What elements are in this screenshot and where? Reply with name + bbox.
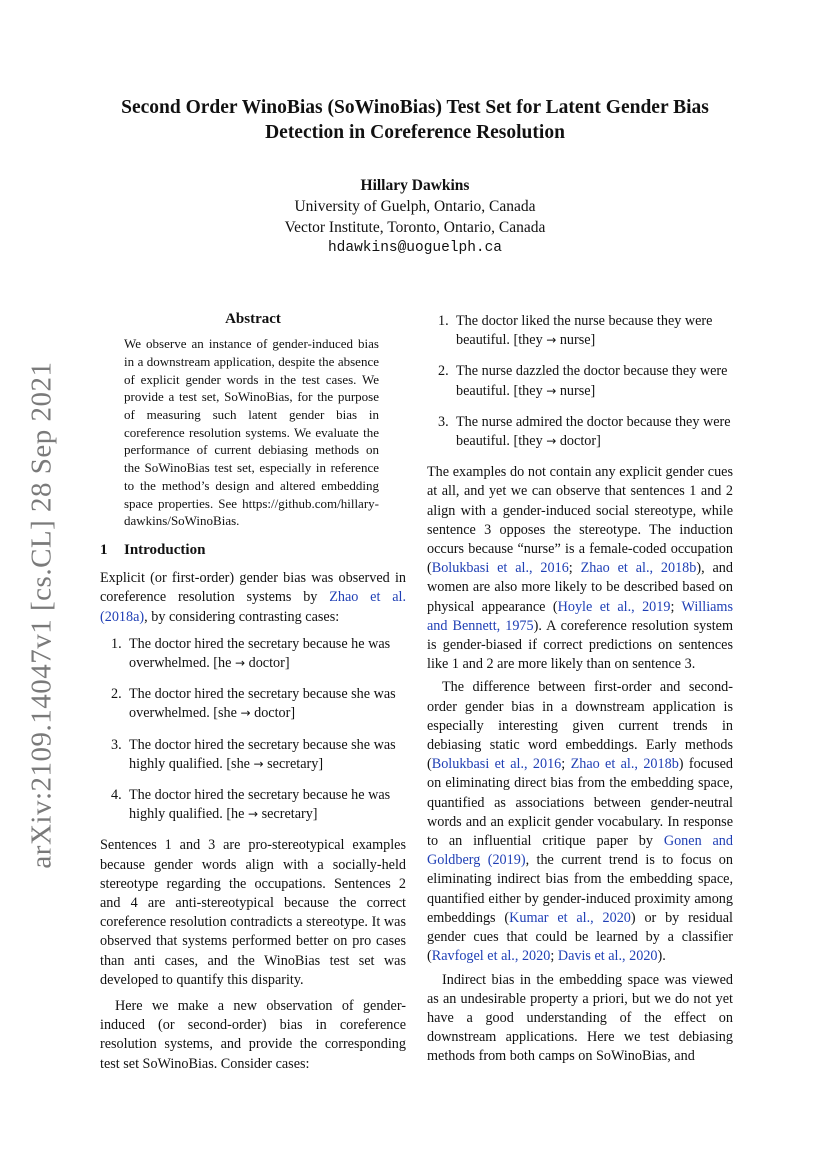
text-run: The difference between first-order and second-order gender bias in a downstream application is especially interesting given current trends in debiasing static word embeddings. Early methods ( [427,679,733,773]
citation-link[interactable]: Williams and Bennett, 1975 [427,598,733,634]
case-text: The nurse dazzled the doctor because they were beautiful. [they [456,363,728,399]
citation-link[interactable]: Kumar et al., 2020 [509,909,631,926]
case-number: 4. [111,786,122,803]
citation-link[interactable]: Gonen and Goldberg (2019) [427,833,733,869]
right-paragraph-1 [427,463,733,674]
arrow-symbol: → [248,807,259,822]
case-number: 1. [111,635,122,652]
arrow-symbol: → [240,706,251,721]
title-line-1: Second Order WinoBias (SoWinoBias) Test Set for Latent Gender Bias [121,97,709,118]
case-number: 2. [111,686,122,703]
intro-paragraph-3: Here we make a new observation of gender-induced (or second-order) bias in coreference resolution systems, and provide the corresponding test set SoWinoBias. Consider cases: [100,998,406,1072]
case-number: 3. [438,413,449,430]
citation-link[interactable]: Zhao et al. (2018a) [100,589,406,625]
case-text: The doctor liked the nurse because they were beautiful. [they [456,313,713,349]
arrow-symbol: → [546,434,557,449]
text-run: ; [550,948,558,965]
case-text: The doctor hired the secretary because he was highly qualified. [he [129,786,391,823]
case-answer: secretary] [258,806,318,823]
text-run: ). A coreference resolution system is gender-biased if correct predictions on sentences like 1 and 2 are more likely than on sentence 3. [427,617,733,673]
author-name: Hillary Dawkins [360,177,470,194]
case-answer: nurse] [556,382,596,399]
paper-title [100,95,730,145]
text-run: ) focused on eliminating direct bias from the embedding space, quantified as associations between gender-neutral words and an explicit gender vocabulary. In response to an influential critique paper by [427,756,733,850]
case-answer: doctor] [250,705,296,722]
case-item [100,685,406,723]
title-line-2: Detection in Coreference Resolution [265,122,565,143]
citation-link[interactable]: Bolukbasi et al., 2016 [431,560,569,577]
author-affiliation-2: Vector Institute, Toronto, Ontario, Canada [284,219,546,236]
case-item [100,635,406,673]
case-item [100,786,406,824]
case-number: 1. [438,313,449,329]
intro-paragraph-1 [100,569,406,627]
case-answer: secretary] [263,755,324,772]
case-item [100,736,406,774]
second-order-case-list [427,312,733,451]
right-column [427,312,733,1067]
citation-link[interactable]: Davis et al., 2020 [557,948,658,965]
case-text: The doctor hired the secretary because she was highly qualified. [she [129,736,396,772]
case-item [427,413,733,451]
abstract-text: We observe an instance of gender-induced bias in a downstream application, despite the absence of explicit gender words in the test cases. We provide a test set, SoWinoBias, for the purpose of measuring such latent gender bias in coreference resolution systems. We evaluate the performance of current debiasing methods on the SoWinoBias test set, especially in reference to the method’s design and altered embedding space properties. See https://github.com/hillary-dawkins/SoWinoBias. [124,336,379,529]
arrow-symbol: → [546,383,557,398]
arxiv-side-stamp [12,361,72,869]
citation-link[interactable]: Ravfogel et al., 2020 [431,948,551,965]
case-number: 3. [111,736,122,753]
text-run: ) or by residual gender cues that could be learned by a classifier ( [427,909,733,965]
author-block [100,175,730,259]
text-run: , the current trend is to focus on eliminating indirect bias from the embedding space, quantified either by gender-induced proximity among embeddings ( [427,852,733,926]
text-run: ; [568,560,581,577]
left-column [100,310,406,1074]
section-number: 1 [100,541,108,558]
case-item [427,362,733,400]
first-order-case-list [100,635,406,825]
author-affiliation-1: University of Guelph, Ontario, Canada [294,198,536,215]
text-run: Explicit (or first-order) gender bias was observed in coreference resolution systems by [100,570,406,606]
citation-link[interactable]: Hoyle et al., 2019 [557,598,671,615]
author-email: hdawkins@uoguelph.ca [327,240,503,256]
text-run: ). [657,948,666,965]
right-paragraph-3: Indirect bias in the embedding space was viewed as an undesirable property a priori, but we do not yet have a good understanding of the effect on downstream applications. Here we test debiasing methods from both camps on SoWinoBias, and [427,971,733,1065]
text-run: ), and women are also more likely to be described based on physical appearance ( [427,560,733,615]
case-text: The doctor hired the secretary because she was overwhelmed. [she [129,686,396,722]
section-title: Introduction [124,541,206,558]
case-answer: doctor] [556,433,601,450]
arrow-symbol: → [546,333,557,348]
case-answer: doctor] [245,654,290,671]
text-run: , by considering contrasting cases: [144,608,340,625]
citation-link[interactable]: Bolukbasi et al., 2016 [431,756,562,773]
arrow-symbol: → [234,655,246,670]
section-heading-introduction [100,541,406,560]
case-text: The nurse admired the doctor because they were beautiful. [they [456,413,731,450]
intro-paragraph-2: Sentences 1 and 3 are pro-stereotypical examples because gender words align with a socially-held stereotype regarding the occupations. Sentences 2 and 4 are anti-stereotypical because the correct coreference resolution contradicts a stereotype. It was observed that systems performed better on pro cases than anti cases, and the WinoBias test set was developed to quantify this disparity. [100,837,406,988]
text-run: ; [561,756,571,773]
case-item [427,312,733,350]
abstract-heading: Abstract [225,311,281,327]
case-answer: nurse] [556,332,596,349]
right-paragraph-2 [427,678,733,966]
citation-link[interactable]: Zhao et al., 2018b [570,756,679,773]
text-run: ; [670,598,682,615]
citation-link[interactable]: Zhao et al., 2018b [580,560,697,577]
case-text: The doctor hired the secretary because he was overwhelmed. [he [129,635,391,671]
case-number: 2. [438,363,449,380]
arrow-symbol: → [253,756,264,771]
text-run: The examples do not contain any explicit gender cues at all, and yet we can observe that sentences 1 and 2 align with a gender-induced social stereotype, while sentence 3 opposes the stereotype. The induction occurs because “nurse” is a female-coded occupation ( [427,464,733,577]
arxiv-stamp-text: arXiv:2109.14047v1 [cs.CL] 28 Sep 2021 [25,361,58,869]
